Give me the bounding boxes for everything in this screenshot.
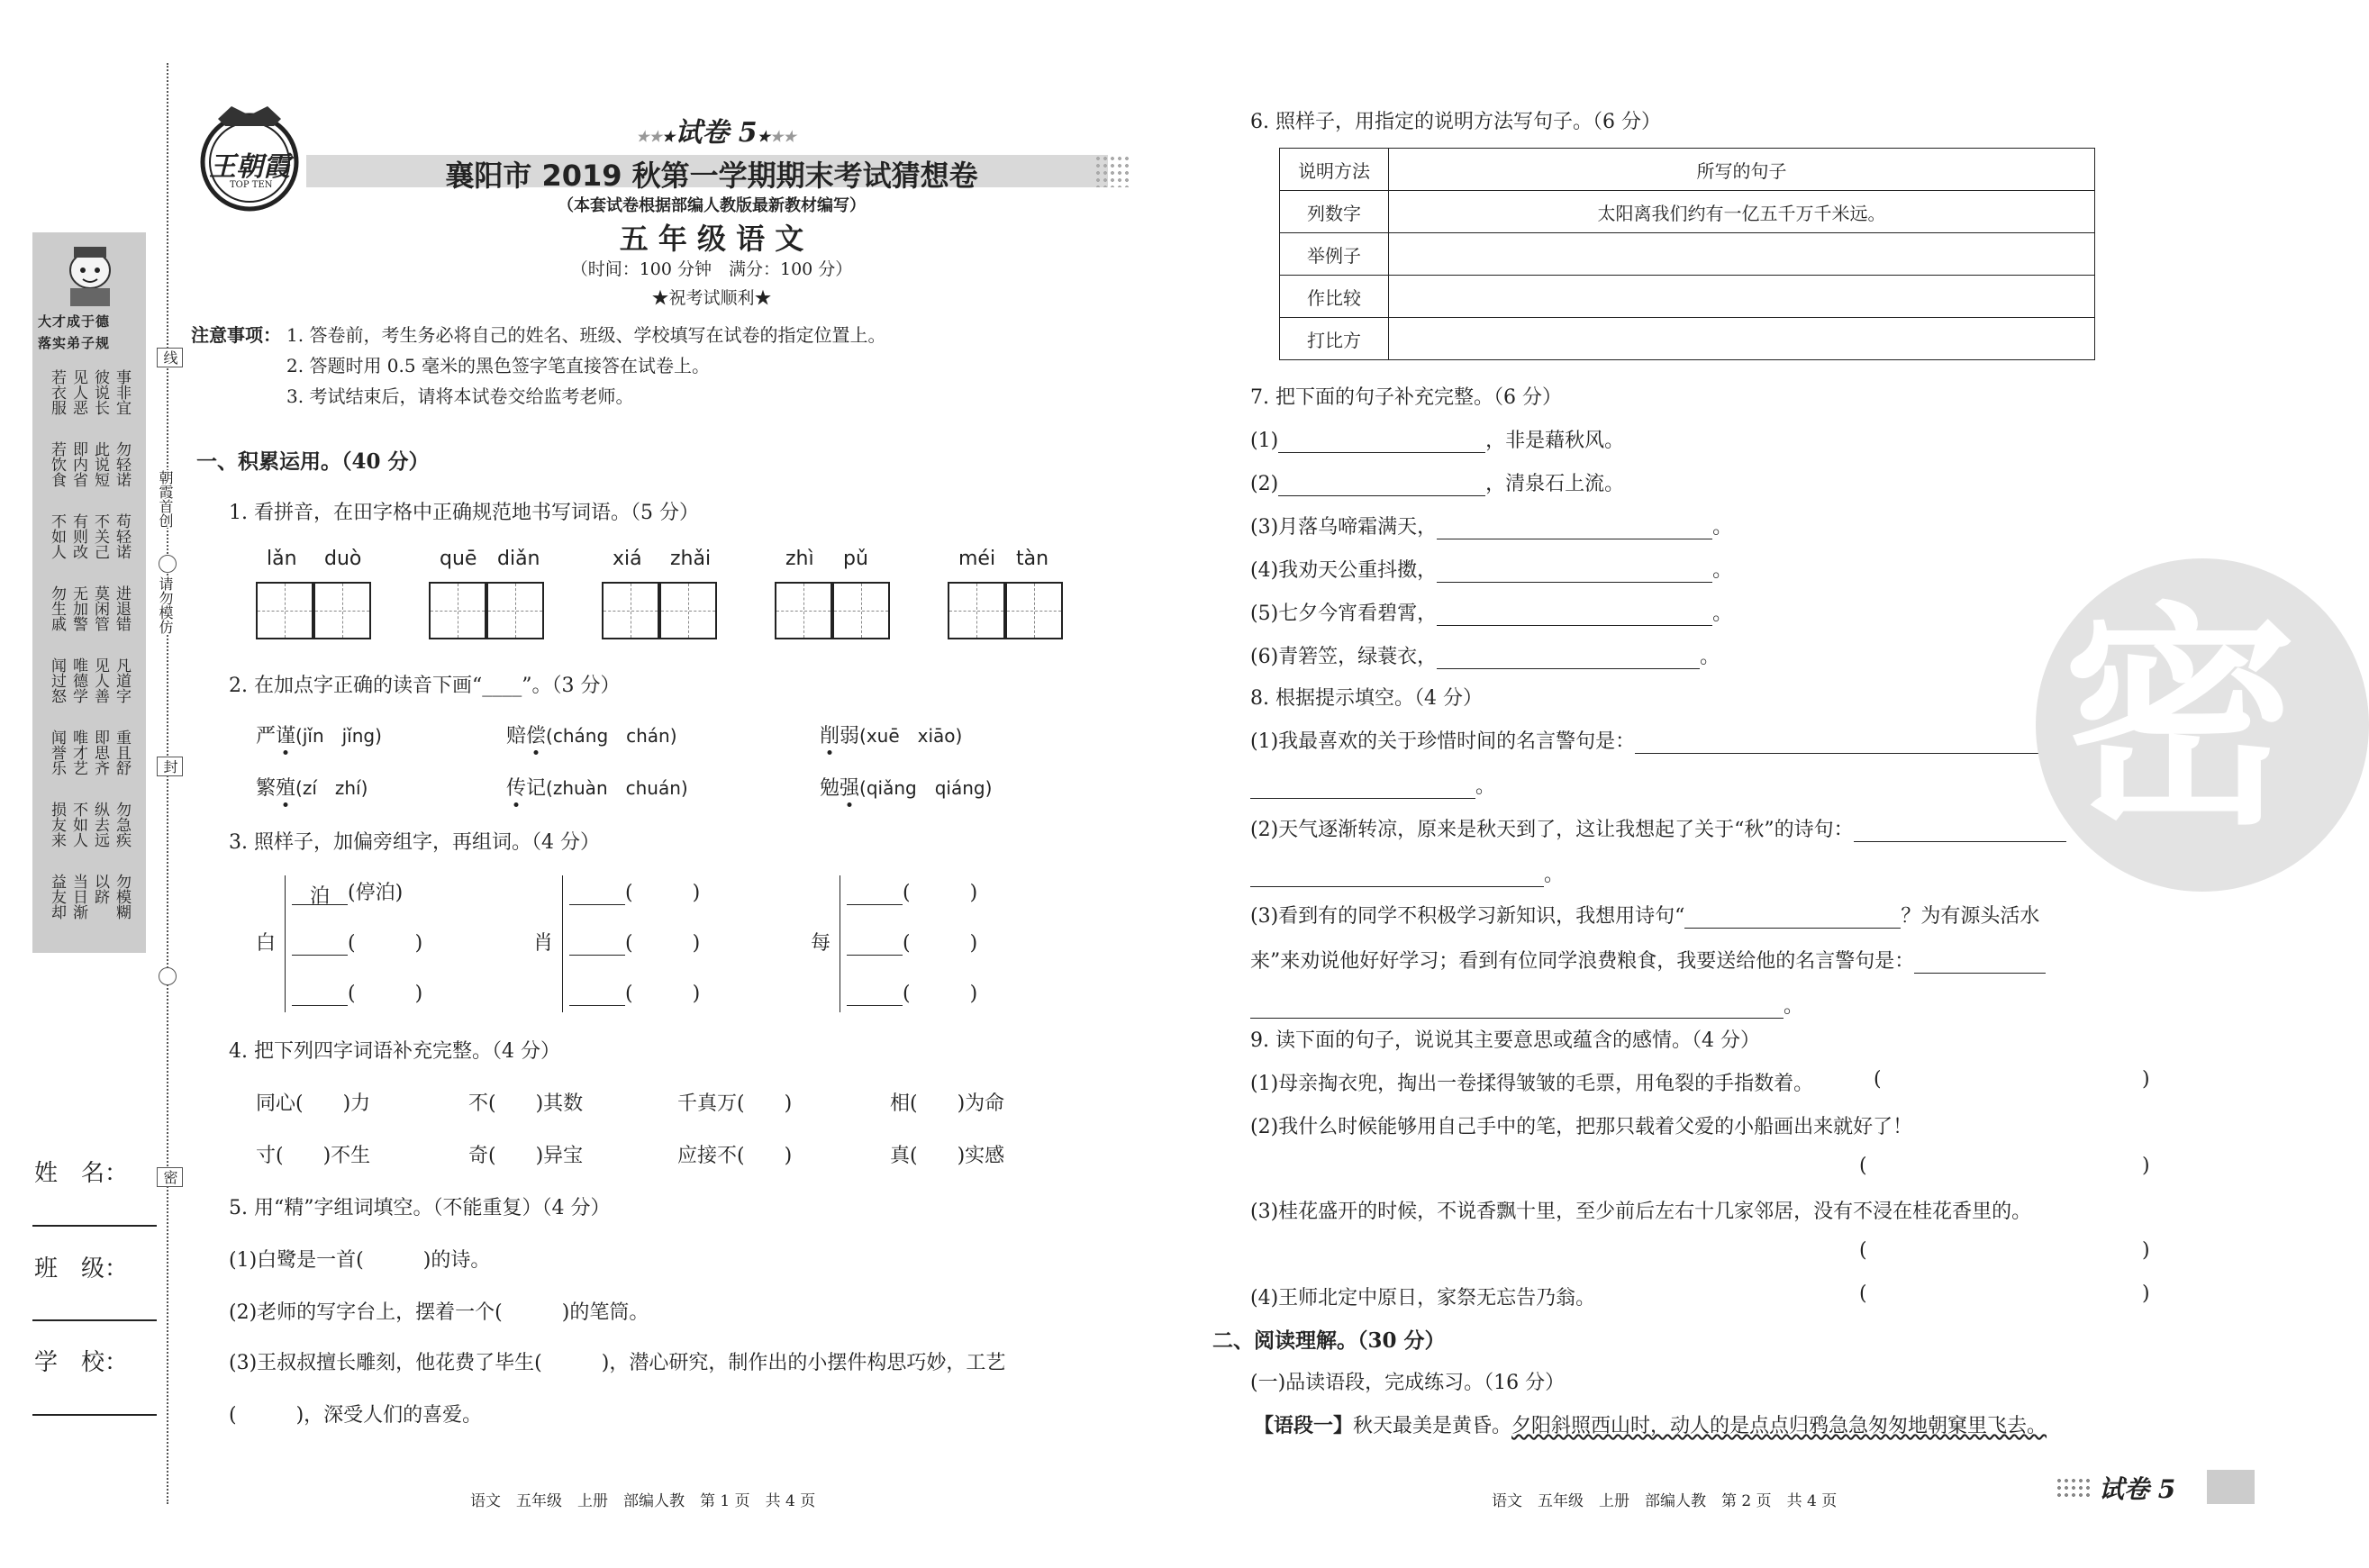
sidebar-rule-text: 此说短 (91, 441, 109, 487)
q8-item3-line3 (1250, 991, 1803, 1019)
q8-item3 (1250, 901, 2039, 929)
pronunciation-item (256, 773, 368, 801)
q8-item3-mid: ？为有源头活水 (1901, 905, 2040, 928)
class-label: 班 级： (34, 1255, 129, 1282)
brand-logo-subtext: TOP TEN (230, 180, 273, 190)
method-table (1279, 148, 2095, 360)
pinyin-options[interactable]: (jǐn jǐng) (295, 725, 382, 747)
q2-text: 2. 在加点字正确的读音下画“____”。（3 分） (229, 675, 621, 697)
q8-item3-tail: 来”来劝说他好好学习；看到有位同学浪费粮食，我要送给他的名言警句是： (1250, 950, 1915, 973)
poem-item (1250, 641, 1720, 669)
poem-prefix: (4)我劝天公重抖擞， (1250, 559, 1438, 582)
answer-blank[interactable] (1437, 645, 1700, 669)
q9-item: (2)我什么时候能够用自己手中的笔，把那只载着父爱的小船画出来就好了！ (1250, 1116, 1913, 1138)
tianzige-box[interactable] (948, 582, 1005, 639)
passage-label: 【语段一】 (1254, 1414, 1354, 1437)
poem-item (1250, 512, 1732, 539)
q6-text: 6. 照样子，用指定的说明方法写句子。（6 分） (1250, 111, 1661, 133)
pinyin-options[interactable]: (zí zhí) (295, 777, 368, 799)
poem-prefix: (6)青箬笠，绿蓑衣， (1250, 646, 1438, 668)
answer-paren-open[interactable]: ( (1874, 1068, 1882, 1091)
answer-blank[interactable] (847, 881, 903, 905)
watermark-seal (2036, 558, 2297, 892)
sidebar-rule-text: 即内省 (69, 441, 87, 487)
idiom-item[interactable]: 相( )为命 (890, 1092, 1005, 1115)
answer-blank[interactable] (847, 982, 903, 1006)
table-cell: 太阳离我们约有一亿五千万千米远。 (1389, 191, 2095, 233)
idiom-item[interactable]: 不( )其数 (468, 1092, 584, 1115)
sidebar-rule-text: 彼说长 (91, 369, 109, 415)
q5-item: (2)老师的写字台上，摆着一个( )的笔筒。 (229, 1301, 649, 1324)
margin-label-feng: 封 (157, 757, 183, 776)
pinyin-label: xiá (613, 548, 642, 570)
word-char: 削 (820, 725, 840, 748)
star-icon: ★★ (636, 128, 662, 145)
q8-item1 (1250, 726, 2096, 754)
answer-blank[interactable] (292, 982, 348, 1006)
answer-blank[interactable] (847, 931, 903, 956)
q8-item3-label: (3)看到有的同学不积极学习新知识，我想用诗句“ (1250, 905, 1685, 928)
idiom-item[interactable]: 应接不( ) (677, 1145, 793, 1167)
answer-blank[interactable] (1684, 904, 1901, 929)
idiom-item[interactable]: 同心( )力 (256, 1092, 371, 1115)
sidebar-rule-text: 重且舒 (113, 730, 131, 775)
pronunciation-item (820, 773, 992, 801)
pinyin-label: zhì (785, 548, 814, 570)
answer-paren-close: ) (2142, 1155, 2150, 1177)
sidebar-rule-text: 若饮食 (48, 441, 66, 487)
answer-paren[interactable]: ( ) (625, 983, 701, 1005)
tianzige-box[interactable] (429, 582, 486, 639)
word-char: 强 (840, 777, 860, 800)
pinyin-options[interactable]: (xuē xiāo) (859, 725, 963, 747)
sidebar-rule-text: 莫闲管 (91, 585, 109, 631)
q5-item: (1)白鹭是一首( )的诗。 (229, 1249, 491, 1272)
sidebar-rule-text: 凡道字 (113, 657, 131, 703)
answer-paren-close: ) (2142, 1239, 2150, 1262)
watermark-text: 密 (2063, 585, 2297, 857)
pinyin-label: diǎn (497, 548, 540, 570)
margin-label-original: 朝霞首创 (157, 470, 174, 528)
tianzige-box[interactable] (486, 582, 544, 639)
answer-blank[interactable] (1854, 818, 2066, 842)
tianzige-box[interactable] (832, 582, 890, 639)
q8-item3-line2 (1250, 946, 2046, 974)
answer-paren-open[interactable]: ( (1859, 1239, 1867, 1262)
star-icon: ★ (757, 128, 770, 145)
margin-label-xian: 线 (157, 348, 183, 367)
paper-label: 试卷 5 (675, 117, 758, 149)
answer-blank[interactable] (1437, 515, 1712, 539)
section2-title: 二、阅读理解。（30 分） (1212, 1328, 1446, 1353)
period: 。 (1475, 775, 1496, 798)
section1-title: 一、积累运用。（40 分） (196, 449, 430, 474)
pinyin-label: duò (324, 548, 362, 570)
answer-blank[interactable] (569, 931, 625, 956)
name-label: 姓 名： (34, 1160, 129, 1187)
table-cell: 列数字 (1280, 191, 1389, 233)
header-ribbon-dots (1094, 155, 1130, 187)
margin-circle-icon (159, 967, 177, 985)
q5-text: 5. 用“精”字组词填空。（不能重复）（4 分） (229, 1197, 611, 1219)
pronunciation-item (256, 721, 382, 748)
q4-text: 4. 把下列四字词语补充完整。（4 分） (229, 1040, 560, 1063)
group-bracket (562, 875, 563, 1012)
answer-paren-open[interactable]: ( (1859, 1282, 1867, 1305)
answer-paren[interactable]: (停泊) (348, 882, 404, 904)
notice-item: 3. 考试结束后，请将本试卷交给监考老师。 (286, 385, 634, 407)
poem-prefix: (1) (1250, 430, 1279, 452)
q8-item2-label: (2)天气逐渐转凉，原来是秋天到了，这让我想起了关于“秋”的诗句： (1250, 819, 1854, 841)
sidebar-rule-text: 闻过怒 (48, 657, 66, 703)
poem-item (1250, 598, 1732, 626)
word-char: 弱 (840, 725, 860, 748)
q9-item: (3)桂花盛开的时候，不说香飘十里，至少前后左右十几家邻居，没有不浸在桂花香里的。 (1250, 1201, 2032, 1223)
poem-prefix: (2) (1250, 473, 1279, 495)
word-char: 勉 (820, 777, 840, 800)
radical-char: 肖 (533, 932, 554, 955)
idiom-item[interactable]: 奇( )异宝 (468, 1145, 584, 1167)
table-cell: 举例子 (1280, 233, 1389, 276)
poem-item (1250, 468, 1624, 496)
sidebar-rule-text: 苟轻诺 (113, 513, 131, 559)
section2-part1: (一)品读语段，完成练习。（16 分） (1250, 1372, 1566, 1394)
answer-paren-close: ) (2142, 1282, 2150, 1305)
idiom-item[interactable]: 寸( )不生 (256, 1145, 371, 1167)
poem-item (1250, 555, 1732, 583)
mascot-image (47, 236, 133, 310)
radical-char: 每 (811, 932, 831, 955)
margin-label-nocopy: 请勿模仿 (157, 576, 174, 634)
pinyin-label: lǎn (267, 548, 297, 570)
sidebar-rule-text: 即思齐 (91, 730, 109, 775)
q1-text: 1. 看拼音，在田字格中正确规范地书写词语。（5 分） (229, 502, 699, 524)
compose-row (569, 928, 700, 956)
poem-prefix: (5)七夕今宵看碧霄， (1250, 603, 1438, 625)
poem-prefix: (3)月落乌啼霜满天， (1250, 516, 1438, 539)
sidebar-rule-text: 唯德学 (69, 657, 87, 703)
star-icon: ★ (661, 128, 676, 145)
compose-row (292, 928, 422, 956)
sidebar-rules (47, 369, 137, 946)
answer-paren[interactable]: ( ) (348, 932, 423, 955)
footer-tag: 试卷 5 (2099, 1474, 2176, 1504)
exam-subtitle: （本套试卷根据部编人教版最新教材编写） (558, 196, 866, 215)
school-label: 学 校： (34, 1349, 129, 1376)
q8-item1-line2 (1250, 771, 1495, 799)
pronunciation-item (506, 773, 688, 801)
period: 。 (1784, 995, 1804, 1018)
answer-blank[interactable] (1278, 472, 1485, 496)
notice-item: 1. 答卷前，考生务必将自己的姓名、班级、学校填写在试卷的指定位置上。 (286, 324, 886, 346)
answer-blank[interactable] (1437, 558, 1712, 583)
table-cell: 打比方 (1280, 318, 1389, 360)
sidebar-rule-text: 勿急疾 (113, 802, 131, 847)
answer-paren[interactable]: ( ) (903, 932, 978, 955)
margin-label-mi: 密 (157, 1167, 183, 1187)
compose-row (847, 877, 977, 905)
compose-row (569, 978, 700, 1006)
pronunciation-item (506, 721, 677, 748)
passage-line (1254, 1410, 2047, 1438)
word-char: 赔 (506, 725, 527, 748)
notice-label: 注意事项： (191, 324, 281, 346)
sidebar-rule-text: 闻誉乐 (48, 730, 66, 775)
q8-item1-label: (1)我最喜欢的关于珍惜时间的名言警句是： (1250, 730, 1636, 753)
pinyin-label: quē (440, 548, 477, 570)
q9-text: 9. 读下面的句子，说说其主要意思或蕴含的感情。（4 分） (1250, 1029, 1760, 1052)
answer-paren[interactable]: ( ) (348, 983, 423, 1005)
pinyin-label: méi (958, 548, 996, 570)
q5-item: ( )，深受人们的喜爱。 (229, 1404, 483, 1427)
sidebar-rule-text: 当日渐 (69, 874, 87, 920)
notice-item: 2. 答题时用 0.5 毫米的黑色签字笔直接答在试卷上。 (286, 355, 710, 376)
paper-label-row (613, 110, 820, 150)
sidebar-rule-text: 若衣服 (48, 369, 66, 415)
radical-char: 白 (256, 932, 277, 955)
name-field[interactable] (32, 1225, 157, 1227)
sidebar-rule-text: 益友却 (48, 874, 66, 920)
answer-paren-open[interactable]: ( (1859, 1155, 1867, 1177)
compose-row (847, 978, 977, 1006)
answer-blank[interactable] (569, 982, 625, 1006)
pinyin-label: pǔ (843, 548, 868, 570)
word-char: 传 (506, 777, 527, 800)
compose-row (292, 978, 422, 1006)
q7-text: 7. 把下面的句子补充完整。（6 分） (1250, 386, 1562, 409)
q5-item: (3)王叔叔擅长雕刻，他花费了毕生( )，潜心研究，制作出的小摆件构思巧妙，工艺 (229, 1352, 1006, 1374)
word-char: 记 (526, 777, 547, 800)
pinyin-label: tàn (1016, 548, 1049, 570)
answer-cell[interactable] (1389, 318, 2095, 360)
compose-row (847, 928, 977, 956)
compose-row (292, 877, 404, 908)
footer-left: 语文 五年级 上册 部编人教 第 1 页 共 4 页 (470, 1492, 816, 1510)
exam-title: 襄阳市 2019 秋第一学期期末考试猜想卷 (445, 159, 978, 193)
answer-blank[interactable] (1635, 730, 2096, 754)
pinyin-label: zhǎi (670, 548, 712, 570)
sidebar-rule-text: 无加警 (69, 585, 87, 631)
word-char: 偿 (526, 725, 547, 748)
answer-blank[interactable] (1914, 949, 2046, 974)
pinyin-options[interactable]: (qiǎng qiáng) (859, 777, 993, 799)
word-char: 严 (256, 725, 277, 748)
sidebar-motto-top: 大才成于德 (38, 313, 111, 330)
exam-grade: 五 年 级 语 文 (619, 222, 804, 256)
sidebar-rule-text: 勿轻诺 (113, 441, 131, 487)
q3-text: 3. 照样子，加偏旁组字，再组词。（4 分） (229, 831, 600, 854)
idiom-item[interactable]: 真( )实感 (890, 1145, 1005, 1167)
sidebar-rule-text: 纵去远 (91, 802, 109, 847)
poem-suffix: 。 (1712, 559, 1733, 582)
word-char: 繁 (256, 777, 277, 800)
class-field[interactable] (32, 1319, 157, 1321)
sidebar-rule-text: 见人恶 (69, 369, 87, 415)
sidebar-rule-text: 进退错 (113, 585, 131, 631)
answer-blank[interactable] (292, 931, 348, 956)
answer-paren[interactable]: ( ) (625, 932, 701, 955)
poem-suffix: 。 (1712, 516, 1733, 539)
binding-line (167, 63, 168, 1504)
sidebar-motto-bottom: 落实弟子规 (38, 335, 111, 351)
table-header: 说明方法 (1280, 149, 1389, 191)
poem-suffix: ，清泉石上流。 (1485, 473, 1625, 495)
tianzige-box[interactable] (659, 582, 717, 639)
q9-item: (4)王师北定中原日，家祭无忘告乃翁。 (1250, 1287, 1596, 1310)
sidebar-rule-text: 有则改 (69, 513, 87, 559)
sidebar-rule-text: 事非宜 (113, 369, 131, 415)
sidebar-rule-text: 以跻 (91, 874, 109, 904)
star-icon: ★★ (770, 128, 796, 145)
pinyin-options[interactable]: (cháng chán) (546, 725, 677, 747)
sidebar-rule-text: 勿模糊 (113, 874, 131, 920)
word-char: 谨 (276, 725, 296, 748)
sidebar-rule-text: 勿生戚 (48, 585, 66, 631)
group-bracket (285, 875, 286, 1012)
tianzige-box[interactable] (256, 582, 313, 639)
exam-time-info: （时间：100 分钟 满分：100 分） (570, 259, 853, 279)
q8-item2 (1250, 814, 2066, 842)
idiom-item[interactable]: 千真万( ) (677, 1092, 793, 1115)
period: 。 (1544, 864, 1565, 886)
passage-underlined: 夕阳斜照西山时，动人的是点点归鸦急急匆匆地朝窠里飞去。 (1511, 1415, 2047, 1437)
poem-suffix: 。 (1700, 646, 1720, 668)
margin-circle-icon (159, 555, 177, 573)
sidebar-rule-text: 唯才艺 (69, 730, 87, 775)
q8-text: 8. 根据提示填空。（4 分） (1250, 687, 1483, 710)
sidebar-rule-text: 不关己 (91, 513, 109, 559)
tianzige-box[interactable] (1005, 582, 1063, 639)
brand-logo-text: 王朝霞 (209, 151, 290, 183)
tianzige-box[interactable] (775, 582, 832, 639)
q8-item2-line2 (1250, 859, 1564, 887)
answer-paren[interactable]: ( ) (625, 882, 701, 904)
sidebar-rule-text: 不如人 (69, 802, 87, 847)
sidebar-rule-text: 损友来 (48, 802, 66, 847)
answer-blank[interactable] (1250, 994, 1784, 1019)
sidebar-rule-text: 不如人 (48, 513, 66, 559)
table-header: 所写的句子 (1389, 149, 2095, 191)
poem-suffix: ，非是藉秋风。 (1485, 430, 1625, 452)
answer-blank[interactable] (569, 881, 625, 905)
tianzige-box[interactable] (313, 582, 371, 639)
sidebar-rule-text: 见人善 (91, 657, 109, 703)
pinyin-options[interactable]: (zhuàn chuán) (546, 777, 688, 799)
q9-item: (1)母亲掏衣兜，掏出一卷揉得皱皱的毛票，用龟裂的手指数着。 (1250, 1073, 1814, 1095)
school-field[interactable] (32, 1414, 157, 1416)
answer-paren-close: ) (2142, 1068, 2150, 1091)
answer-paren[interactable]: ( ) (903, 882, 978, 904)
footer-tag-dots (2056, 1477, 2092, 1499)
compose-row (569, 877, 700, 905)
answer-blank[interactable] (1250, 863, 1544, 887)
pronunciation-item (820, 721, 962, 748)
footer-tag-bar (2207, 1470, 2255, 1504)
footer-right: 语文 五年级 上册 部编人教 第 2 页 共 4 页 (1492, 1492, 1838, 1510)
answer-blank[interactable] (1278, 429, 1485, 453)
answer-paren[interactable]: ( ) (903, 983, 978, 1005)
word-char: 殖 (276, 777, 296, 800)
passage-plain: 秋天最美是黄昏。 (1353, 1415, 1512, 1437)
table-cell: 作比较 (1280, 276, 1389, 318)
exam-wish: ★祝考试顺利★ (651, 288, 772, 308)
answer-blank[interactable]: 泊 (292, 881, 348, 905)
answer-blank[interactable] (1250, 775, 1475, 799)
answer-blank[interactable] (1437, 602, 1712, 626)
answer-cell[interactable] (1389, 276, 2095, 318)
poem-suffix: 。 (1712, 603, 1733, 625)
poem-item (1250, 425, 1624, 453)
tianzige-box[interactable] (602, 582, 659, 639)
answer-cell[interactable] (1389, 233, 2095, 276)
